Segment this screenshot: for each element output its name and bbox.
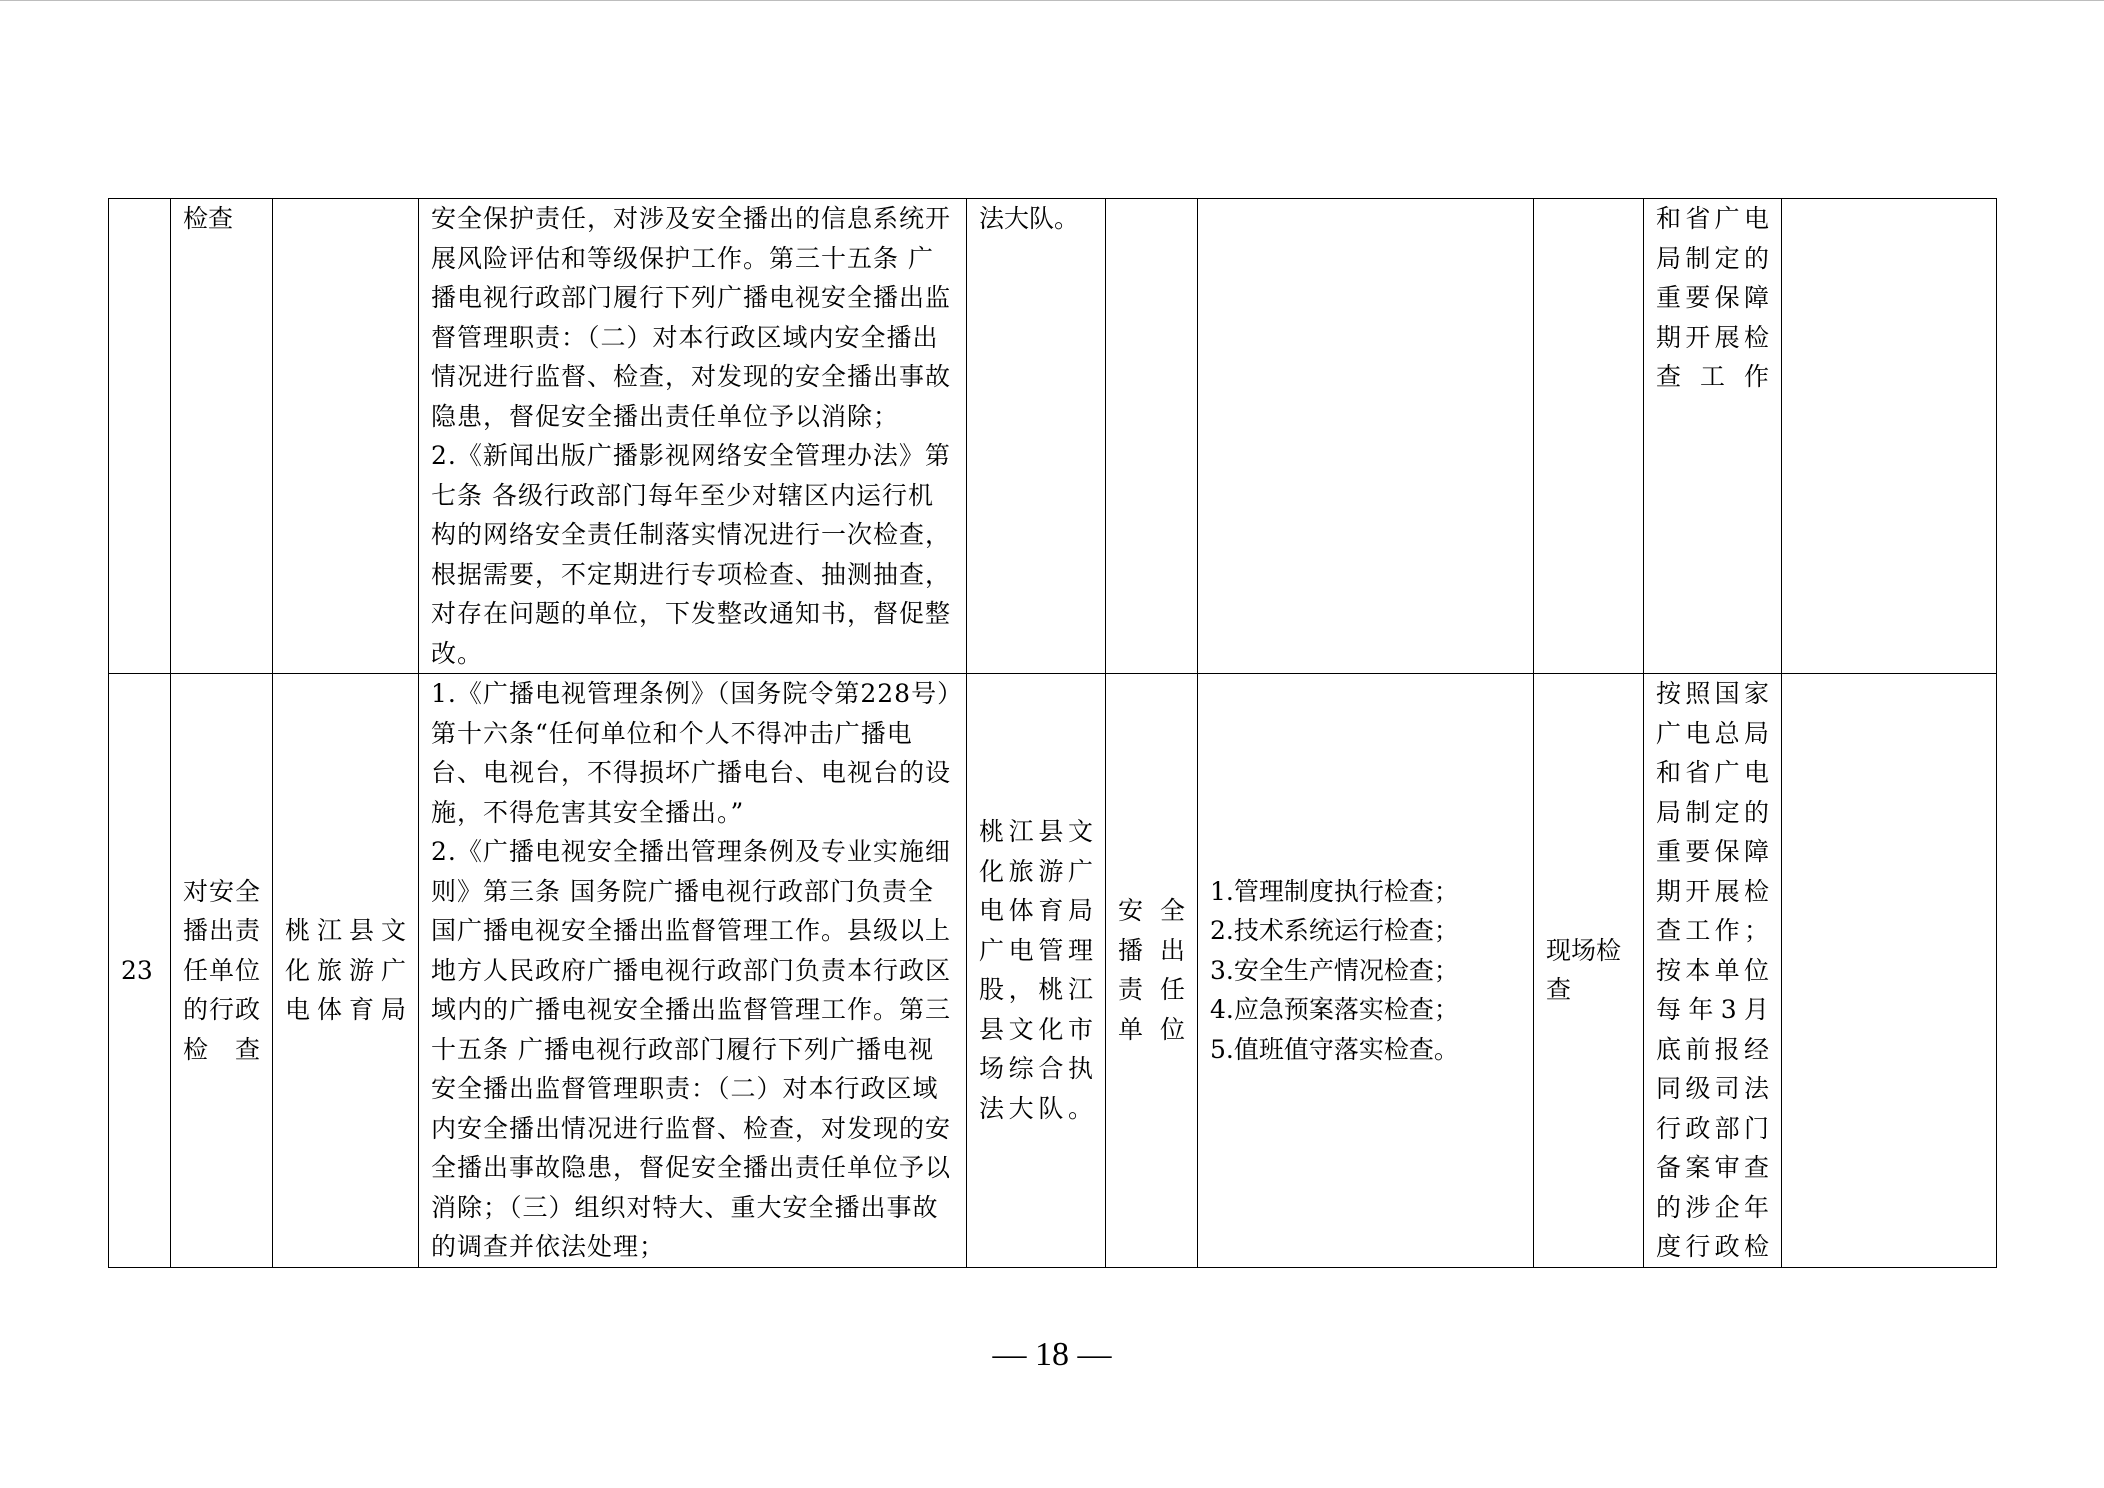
cell-item: 检查 (171, 199, 273, 674)
basis-paragraph: 1.《广播电视管理条例》（国务院令第228号）第十六条“任何单位和个人不得冲击广播电台、电视台，不得损坏广播电台、电视台的设施，不得危害其安全播出。” (431, 679, 952, 827)
cell-frequency: 和省广电局制定的重要保障期开展检查工作 (1644, 199, 1782, 674)
content-item: 2.技术系统运行检查； (1210, 916, 1459, 945)
content-item: 1.管理制度执行检查； (1210, 876, 1459, 906)
cell-basis (419, 674, 967, 1268)
cell-item: 对安全播出责任单位的行政检查 (171, 674, 273, 1268)
cell-dept: 桃江县文化旅游广电体育局 (273, 674, 419, 1268)
cell-method (1534, 199, 1644, 674)
cell-no: 23 (109, 674, 171, 1268)
content-item: 4.应急预案落实检查； (1210, 995, 1459, 1024)
table-row (109, 674, 1997, 1268)
cell-object (1106, 199, 1198, 674)
cell-frequency: 按照国家广电总局和省广电局制定的重要保障期开展检查工作；按本单位每年3月底前报经同级司法行政部门备案审查的涉企年度行政检 (1644, 674, 1782, 1268)
table-row (109, 199, 1997, 674)
top-edge-rule (0, 0, 2104, 1)
cell-basis (419, 199, 967, 674)
content-item: 5.值班值守落实检查。 (1210, 1034, 1459, 1064)
cell-executor: 法大队。 (967, 199, 1106, 674)
cell-no (109, 199, 171, 674)
cell-content (1198, 674, 1534, 1268)
cell-content (1198, 199, 1534, 674)
cell-dept (273, 199, 419, 674)
cell-remark (1782, 674, 1997, 1268)
inspection-table (108, 198, 1997, 1268)
cell-executor: 桃江县文化旅游广电体育局广电管理股，桃江县文化市场综合执法大队。 (967, 674, 1106, 1268)
basis-paragraph: 安全保护责任，对涉及安全播出的信息系统开展风险评估和等级保护工作。第三十五条 广播电视行政部门履行下列广播电视安全播出监督管理职责：（二）对本行政区域内安全播出情况进行监督、检查，对发现的安全播出事故隐患，督促安全播出责任单位予以消除； (431, 204, 952, 431)
basis-paragraph: 2.《新闻出版广播影视网络安全管理办法》第七条 各级行政部门每年至少对辖区内运行机构的网络安全责任制落实情况进行一次检查，根据需要，不定期进行专项检查、抽测抽查，对存在问题的单位，下发整改通知书，督促整改。 (431, 441, 952, 668)
cell-object: 安全播出责任单位 (1106, 674, 1198, 1268)
cell-method: 现场检查 (1534, 674, 1644, 1268)
basis-paragraph: 2.《广播电视安全播出管理条例及专业实施细则》第三条 国务院广播电视行政部门负责全国广播电视安全播出监督管理工作。县级以上地方人民政府广播电视行政部门负责本行政区域内的广播电视安全播出监督管理工作。第三十五条 广播电视行政部门履行下列广播电视安全播出监督管理职责：（二）对本行政区域内安全播出情况进行监督、检查，对发现的安全播出事故隐患，督促安全播出责任单位予以消除；（三）组织对特大、重大安全播出事故的调查并依法处理； (431, 837, 952, 1261)
content-item: 3.安全生产情况检查； (1210, 955, 1459, 985)
page-number: — 18 — (992, 1336, 1112, 1373)
cell-remark (1782, 199, 1997, 674)
